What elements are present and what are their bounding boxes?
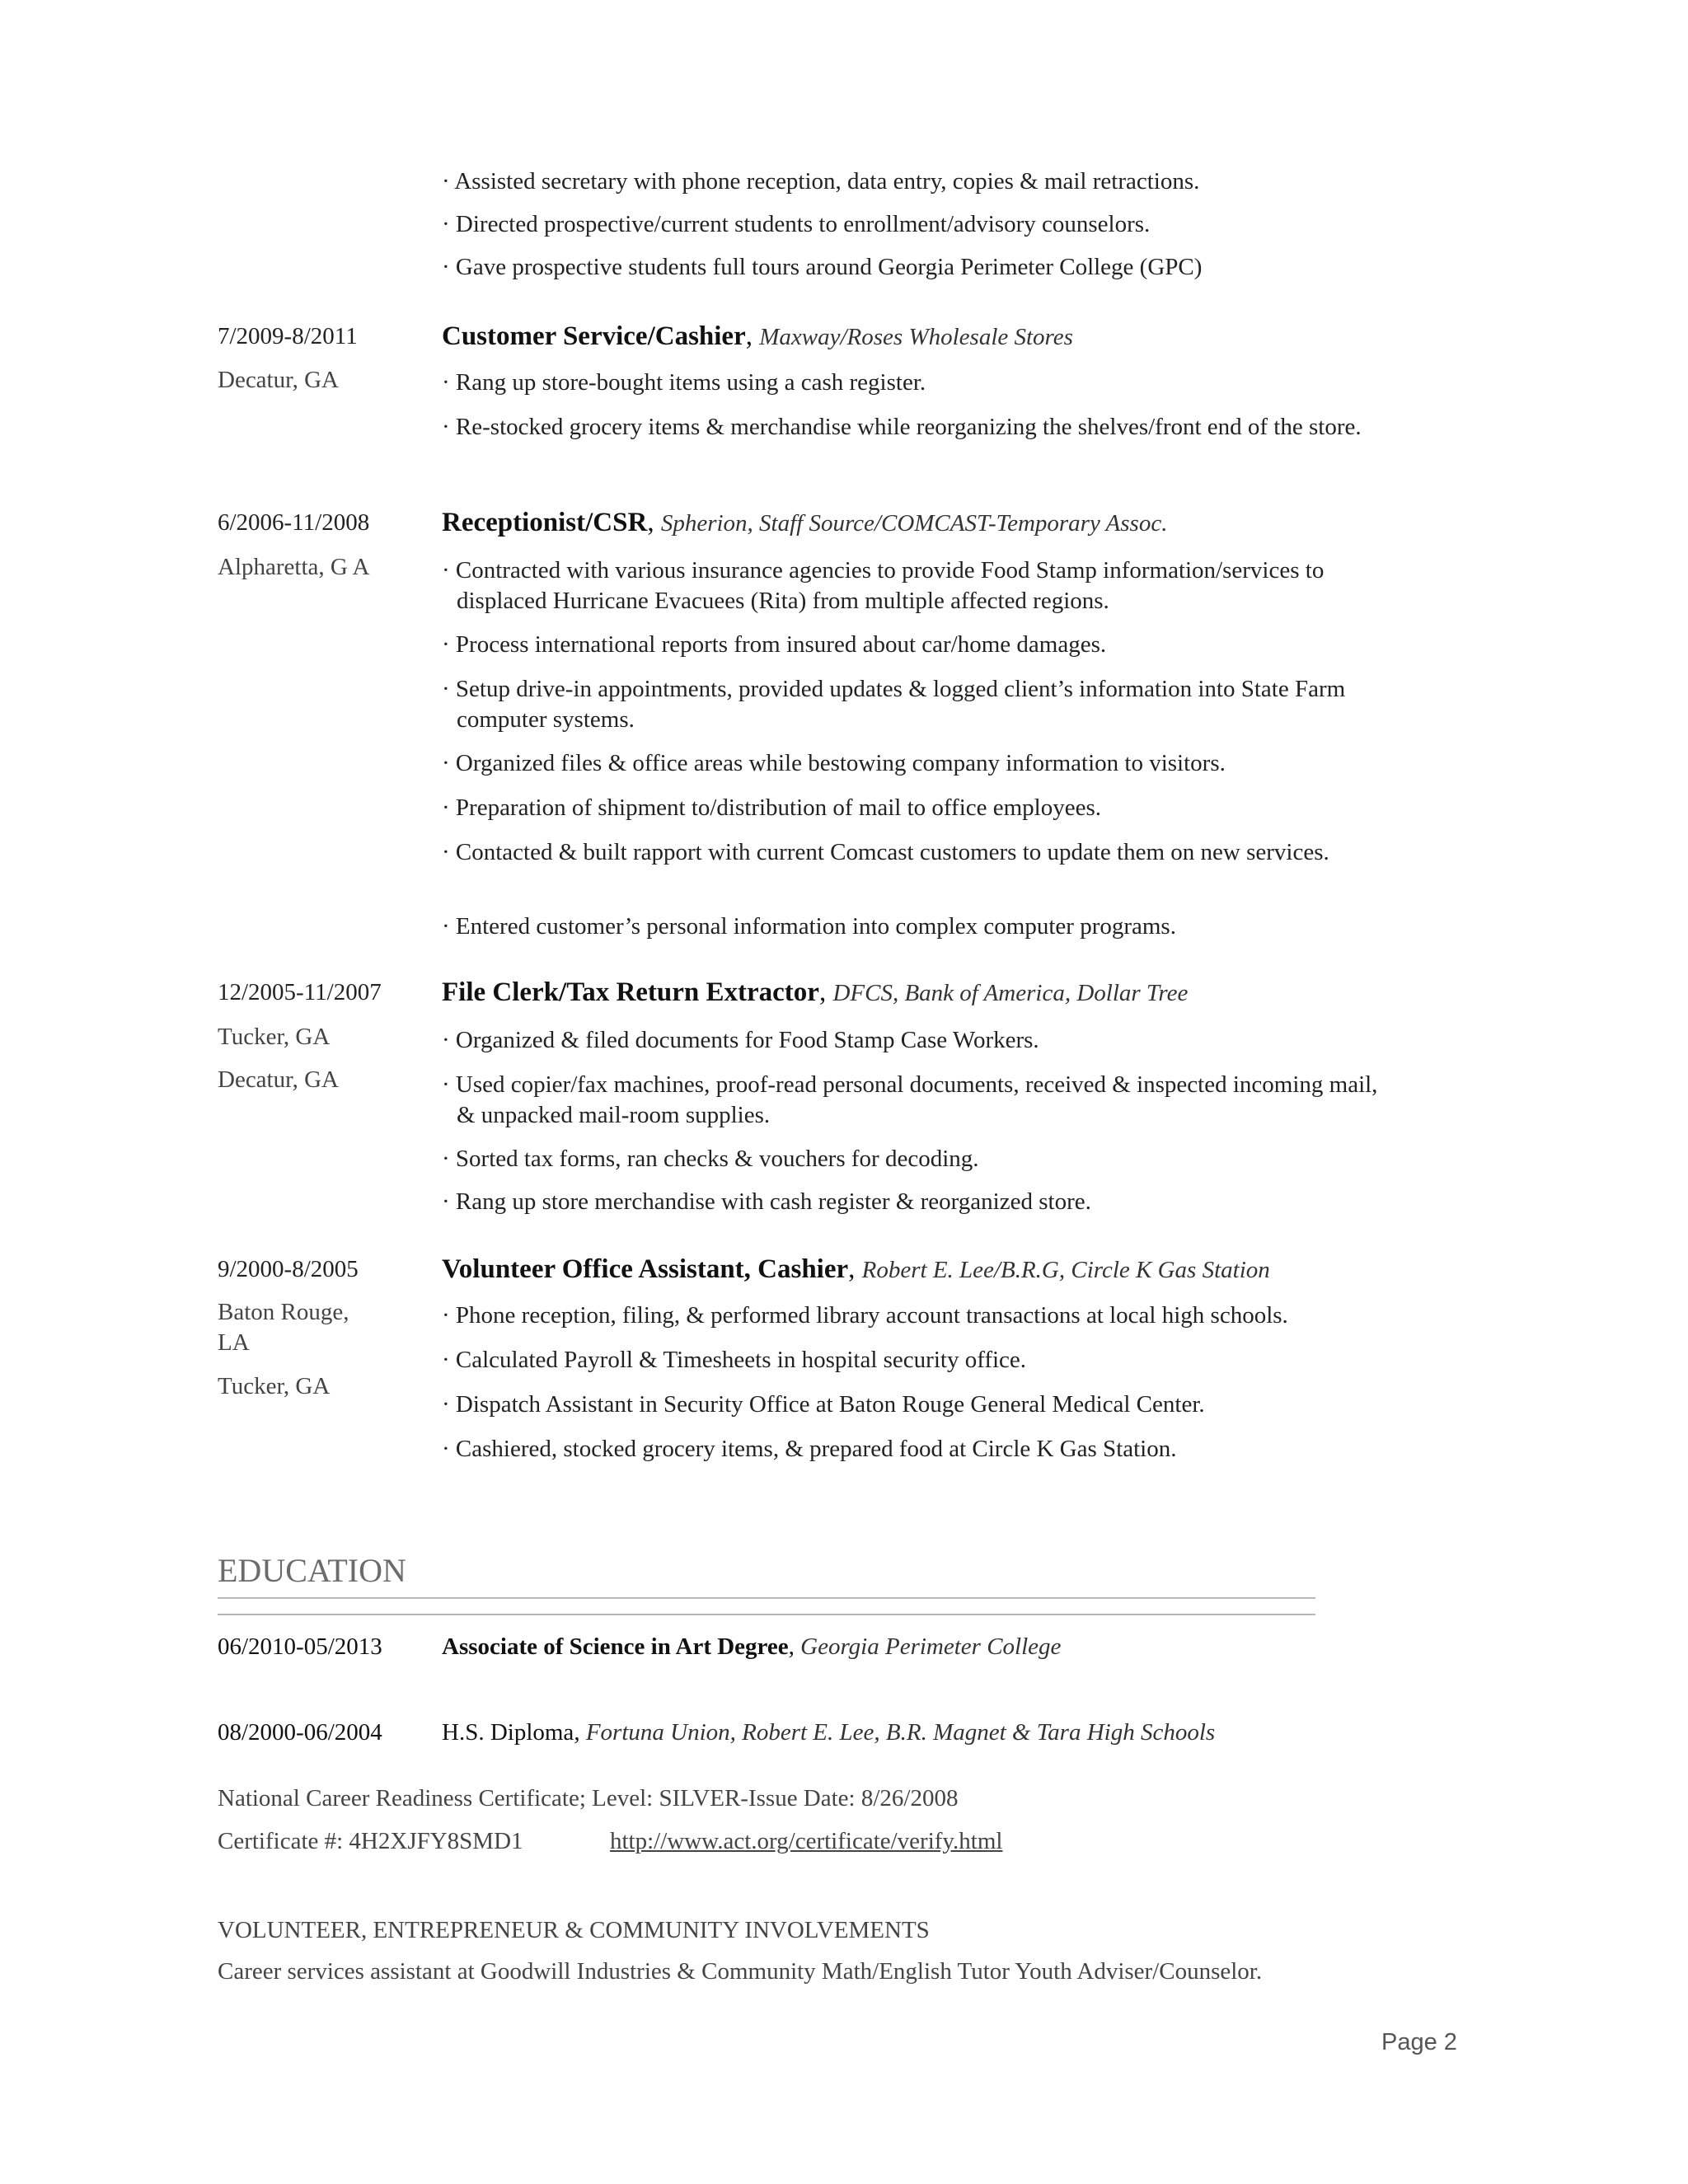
bullet-item: · Used copier/fax machines, proof-read personal documents, received & inspected incoming mail, & unpacked mail-room supplies.: [442, 1071, 1378, 1128]
job-heading: [442, 320, 1431, 354]
certificate-line: National Career Readiness Certificate; Level: SILVER-Issue Date: 8/26/2008: [218, 1785, 959, 1811]
job-dates: 9/2000-8/2005: [218, 1256, 359, 1282]
job-title: Receptionist/CSR: [442, 508, 648, 537]
bullet-item: · Assisted secretary with phone reception, data entry, copies & mail retractions.: [442, 168, 1200, 194]
job-heading: [442, 976, 1431, 1010]
bullet-item: · Dispatch Assistant in Security Office at Baton Rouge General Medical Center.: [442, 1391, 1205, 1418]
degree-name: Associate of Science in Art Degree: [442, 1633, 789, 1660]
job-heading: [442, 1253, 1431, 1286]
education-dates: 06/2010-05/2013: [218, 1633, 382, 1660]
job-dates: 7/2009-8/2011: [218, 323, 358, 349]
job-organization: Robert E. Lee/B.R.G, Circle K Gas Station: [861, 1257, 1270, 1283]
job-heading-separator: ,: [848, 1254, 862, 1284]
section-divider: [218, 1597, 1315, 1599]
volunteer-text: Career services assistant at Goodwill Industries & Community Math/English Tutor Youth Adviser/Counselor.: [218, 1958, 1263, 1985]
bullet-item: · Phone reception, filing, & performed library account transactions at local high schools.: [442, 1302, 1288, 1329]
job-heading-separator: ,: [745, 321, 760, 351]
job-location: Tucker, GA: [218, 1024, 331, 1050]
job-title: Volunteer Office Assistant, Cashier: [442, 1254, 849, 1284]
education-entry: [442, 1719, 1215, 1746]
job-dates: 12/2005-11/2007: [218, 979, 382, 1005]
job-dates: 6/2006-11/2008: [218, 509, 370, 536]
bullet-item: · Directed prospective/current students to enrollment/advisory counselors.: [442, 211, 1151, 237]
job-heading: [442, 506, 1431, 540]
bullet-item: · Contracted with various insurance agencies to provide Food Stamp information/services to displaced Hurricane Evacuees (Rita) from multiple affected regions.: [442, 557, 1325, 614]
bullet-item: · Preparation of shipment to/distribution of mail to office employees.: [442, 794, 1102, 821]
bullet-item: · Sorted tax forms, ran checks & vouchers for decoding.: [442, 1146, 979, 1172]
section-divider: [218, 1614, 1315, 1615]
education-separator: ,: [574, 1719, 586, 1746]
bullet-item: · Calculated Payroll & Timesheets in hospital security office.: [442, 1347, 1027, 1373]
page-number: Page 2: [1381, 2029, 1457, 2055]
bullet-item: · Process international reports from insured about car/home damages.: [442, 631, 1107, 658]
job-location: Decatur, GA: [218, 1066, 339, 1093]
bullet-item: · Rang up store merchandise with cash register & reorganized store.: [442, 1188, 1091, 1215]
job-title: File Clerk/Tax Return Extractor: [442, 977, 819, 1007]
volunteer-heading: VOLUNTEER, ENTREPRENEUR & COMMUNITY INVOLVEMENTS: [218, 1917, 930, 1943]
bullet-item: · Rang up store-bought items using a cash register.: [442, 369, 926, 396]
certificate-number: Certificate #: 4H2XJFY8SMD1: [218, 1828, 523, 1854]
job-title: Customer Service/Cashier: [442, 321, 746, 351]
school-name: Fortuna Union, Robert E. Lee, B.R. Magnet & Tara High Schools: [585, 1719, 1216, 1746]
job-location: Decatur, GA: [218, 367, 339, 393]
job-organization: DFCS, Bank of America, Dollar Tree: [832, 980, 1189, 1006]
education-heading: EDUCATION: [218, 1552, 406, 1589]
bullet-item: · Setup drive-in appointments, provided updates & logged client’s information into State Farm computer systems.: [442, 676, 1346, 733]
job-organization: Maxway/Roses Wholesale Stores: [759, 324, 1073, 350]
job-location: Alpharetta, G A: [218, 554, 370, 580]
job-organization: Spherion, Staff Source/COMCAST-Temporary Assoc.: [660, 510, 1168, 537]
bullet-item: · Entered customer’s personal information into complex computer programs.: [442, 913, 1176, 940]
bullet-item: · Cashiered, stocked grocery items, & prepared food at Circle K Gas Station.: [442, 1436, 1177, 1462]
job-heading-separator: ,: [818, 977, 833, 1007]
education-separator: ,: [788, 1633, 801, 1660]
bullet-item: · Gave prospective students full tours around Georgia Perimeter College (GPC): [442, 254, 1203, 280]
job-location: Baton Rouge, LA: [218, 1299, 349, 1356]
bullet-item: · Contacted & built rapport with current Comcast customers to update them on new services.: [442, 839, 1329, 865]
certificate-verify-link[interactable]: http://www.act.org/certificate/verify.html: [610, 1828, 1003, 1854]
job-location: Tucker, GA: [218, 1373, 331, 1399]
education-dates: 08/2000-06/2004: [218, 1719, 382, 1746]
degree-name: H.S. Diploma: [442, 1719, 574, 1746]
job-heading-separator: ,: [647, 508, 661, 537]
bullet-item: · Organized & filed documents for Food Stamp Case Workers.: [442, 1027, 1039, 1053]
education-entry: [442, 1633, 1061, 1661]
bullet-item: · Re-stocked grocery items & merchandise while reorganizing the shelves/front end of the store.: [442, 414, 1362, 440]
bullet-item: · Organized files & office areas while bestowing company information to visitors.: [442, 750, 1226, 776]
school-name: Georgia Perimeter College: [800, 1633, 1062, 1660]
